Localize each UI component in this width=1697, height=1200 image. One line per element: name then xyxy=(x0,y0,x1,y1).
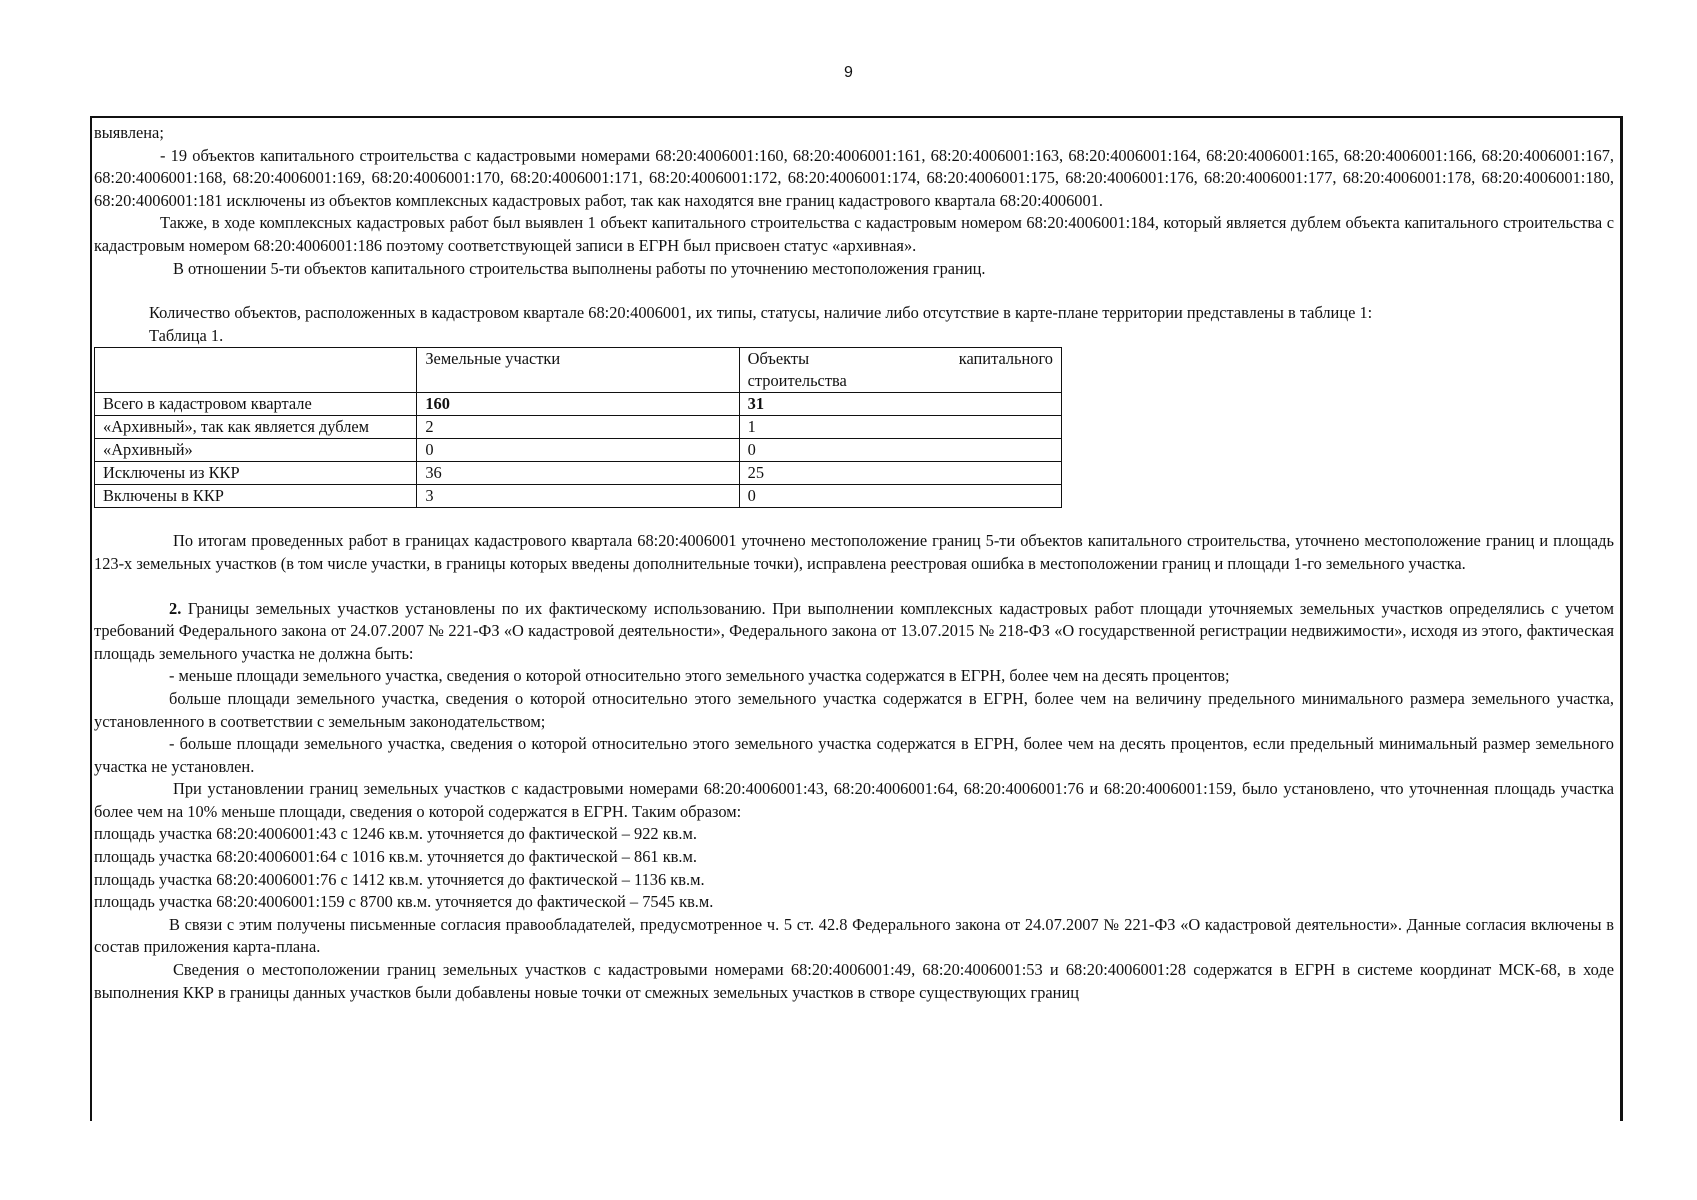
paragraph: выявлена; xyxy=(94,123,164,142)
list-item: - больше площади земельного участка, сведения о которой относительно этого земельного участка содержатся в ЕГРН, более чем на десять процентов, если предельный минимальный размер земельного участка не установлен. xyxy=(94,734,1614,776)
table-row xyxy=(95,393,1062,416)
row-value-land: 160 xyxy=(417,393,739,416)
table-header-row xyxy=(95,348,1062,393)
list-item: больше площади земельного участка, сведения о которой относительно этого земельного участка содержатся в ЕГРН, более чем на величину предельного минимального размера земельного участка, установленного в соответствии с земельным законодательством; xyxy=(94,688,1614,731)
spacer xyxy=(94,576,1614,598)
row-value-land: 2 xyxy=(417,416,739,439)
row-value-oks: 31 xyxy=(739,393,1061,416)
row-label: Включены в ККР xyxy=(95,485,417,508)
row-value-oks: 0 xyxy=(739,439,1061,462)
area-line: площадь участка 68:20:4006001:43 с 1246 кв.м. уточняется до фактической – 922 кв.м. xyxy=(94,824,697,844)
row-value-oks: 1 xyxy=(739,416,1061,439)
table-header-cell xyxy=(95,348,417,393)
header-text: Объекты xyxy=(747,349,810,369)
area-line: площадь участка 68:20:4006001:64 с 1016 кв.м. уточняется до фактической – 861 кв.м. xyxy=(94,847,697,867)
paragraph: В связи с этим получены письменные согласия правообладателей, предусмотренное ч. 5 ст. 42.8 Федерального закона от 24.07.2007 № 221-ФЗ «О кадастровой деятельности». Данные согласия включены в состав приложения карта-плана. xyxy=(94,914,1614,957)
paragraph: При установлении границ земельных участков с кадастровыми номерами 68:20:4006001:43, 68:20:4006001:64, 68:20:4006001:76 и 68:20:4006001:159, было установлено, что уточненная площадь участка более чем на 10% меньше площади, сведения о которой содержатся в ЕГРН. Таким образом: xyxy=(94,779,1614,821)
row-label: «Архивный» xyxy=(95,439,417,462)
row-value-oks: 0 xyxy=(739,485,1061,508)
row-label: Исключены из ККР xyxy=(95,462,417,485)
paragraph: - 19 объектов капитального строительства с кадастровыми номерами 68:20:4006001:160, 68:20:4006001:161, 68:20:4006001:163, 68:20:4006001:164, 68:20:4006001:165, 68:20:4006001:166, 68:20:4006001:167, 68:20:4006001:168, 68:20:4006001:169, 68:20:4006001:170, 68:20:4006001:171, 68:20:4006001:172, 68:20:4006001:174, 68:20:4006001:175, 68:20:4006001:176, 68:20:4006001:177, 68:20:4006001:178, 68:20:4006001:180, 68:20:4006001:181 исключены из объектов комплексных кадастровых работ, так как находятся вне границ кадастрового квартала 68:20:4006001. xyxy=(94,145,1614,210)
area-line: площадь участка 68:20:4006001:159 с 8700 кв.м. уточняется до фактической – 7545 кв.м. xyxy=(94,892,714,912)
document-frame xyxy=(90,116,1623,1121)
paragraph: Сведения о местоположении границ земельных участков с кадастровыми номерами 68:20:4006001:49, 68:20:4006001:53 и 68:20:4006001:28 содержатся в ЕГРН в системе координат МСК-68, в ходе выполнения ККР в границы данных участков были добавлены новые точки от смежных земельных участков в створе существующих границ xyxy=(94,960,1614,1002)
row-label: «Архивный», так как является дублем xyxy=(95,416,417,439)
table-row xyxy=(95,462,1062,485)
table-caption: Таблица 1. xyxy=(149,325,224,345)
document-body xyxy=(94,122,1614,1004)
paragraph: По итогам проведенных работ в границах кадастрового квартала 68:20:4006001 уточнено местоположение границ 5-ти объектов капитального строительства, уточнено местоположение границ и площадь 123-х земельных участков (в том числе участки, в границы которых введены дополнительные точки), исправлена реестровая ошибка в местоположении границ и площади 1-го земельного участка. xyxy=(94,531,1614,573)
table-row xyxy=(95,439,1062,462)
row-label: Всего в кадастровом квартале xyxy=(95,393,417,416)
list-item: - меньше площади земельного участка, сведения о которой относительно этого земельного участка содержатся в ЕГРН, более чем на десять процентов; xyxy=(169,666,1230,686)
row-value-oks: 25 xyxy=(739,462,1061,485)
row-value-land: 3 xyxy=(417,485,739,508)
header-text: капитального xyxy=(958,349,1053,369)
paragraph: Также, в ходе комплексных кадастровых работ был выявлен 1 объект капитального строительства с кадастровым номером 68:20:4006001:184, который является дублем объекта капитального строительства с кадастровым номером 68:20:4006001:186 поэтому соответствующей записи в ЕГРН был присвоен статус «архивная». xyxy=(94,213,1614,255)
section-2-intro: 2. Границы земельных участков установлены по их фактическому использованию. При выполнении комплексных кадастровых работ площади уточняемых земельных участков определялись с учетом требований Федерального закона от 24.07.2007 № 221-ФЗ «О кадастровой деятельности», Федерального закона от 13.07.2015 № 218-ФЗ «О государственной регистрации недвижимости», исходя из этого, фактическая площадь земельного участка не должна быть: xyxy=(94,598,1614,663)
spacer xyxy=(94,280,1614,302)
section-number: 2. xyxy=(169,598,182,618)
spacer xyxy=(94,508,1614,530)
table-header-cell xyxy=(739,348,1061,393)
summary-table xyxy=(94,347,1062,508)
table-row xyxy=(95,416,1062,439)
table-header-cell: Земельные участки xyxy=(417,348,739,393)
paragraph: В отношении 5-ти объектов капитального строительства выполнены работы по уточнению местоположения границ. xyxy=(173,258,986,278)
area-line: площадь участка 68:20:4006001:76 с 1412 кв.м. уточняется до фактической – 1136 кв.м. xyxy=(94,869,705,889)
page-number: 9 xyxy=(844,64,853,81)
row-value-land: 36 xyxy=(417,462,739,485)
table-row xyxy=(95,485,1062,508)
row-value-land: 0 xyxy=(417,439,739,462)
paragraph: Количество объектов, расположенных в кадастровом квартале 68:20:4006001, их типы, статусы, наличие либо отсутствие в карте-плане территории представлены в таблице 1: xyxy=(149,303,1373,323)
header-text: строительства xyxy=(747,371,847,391)
